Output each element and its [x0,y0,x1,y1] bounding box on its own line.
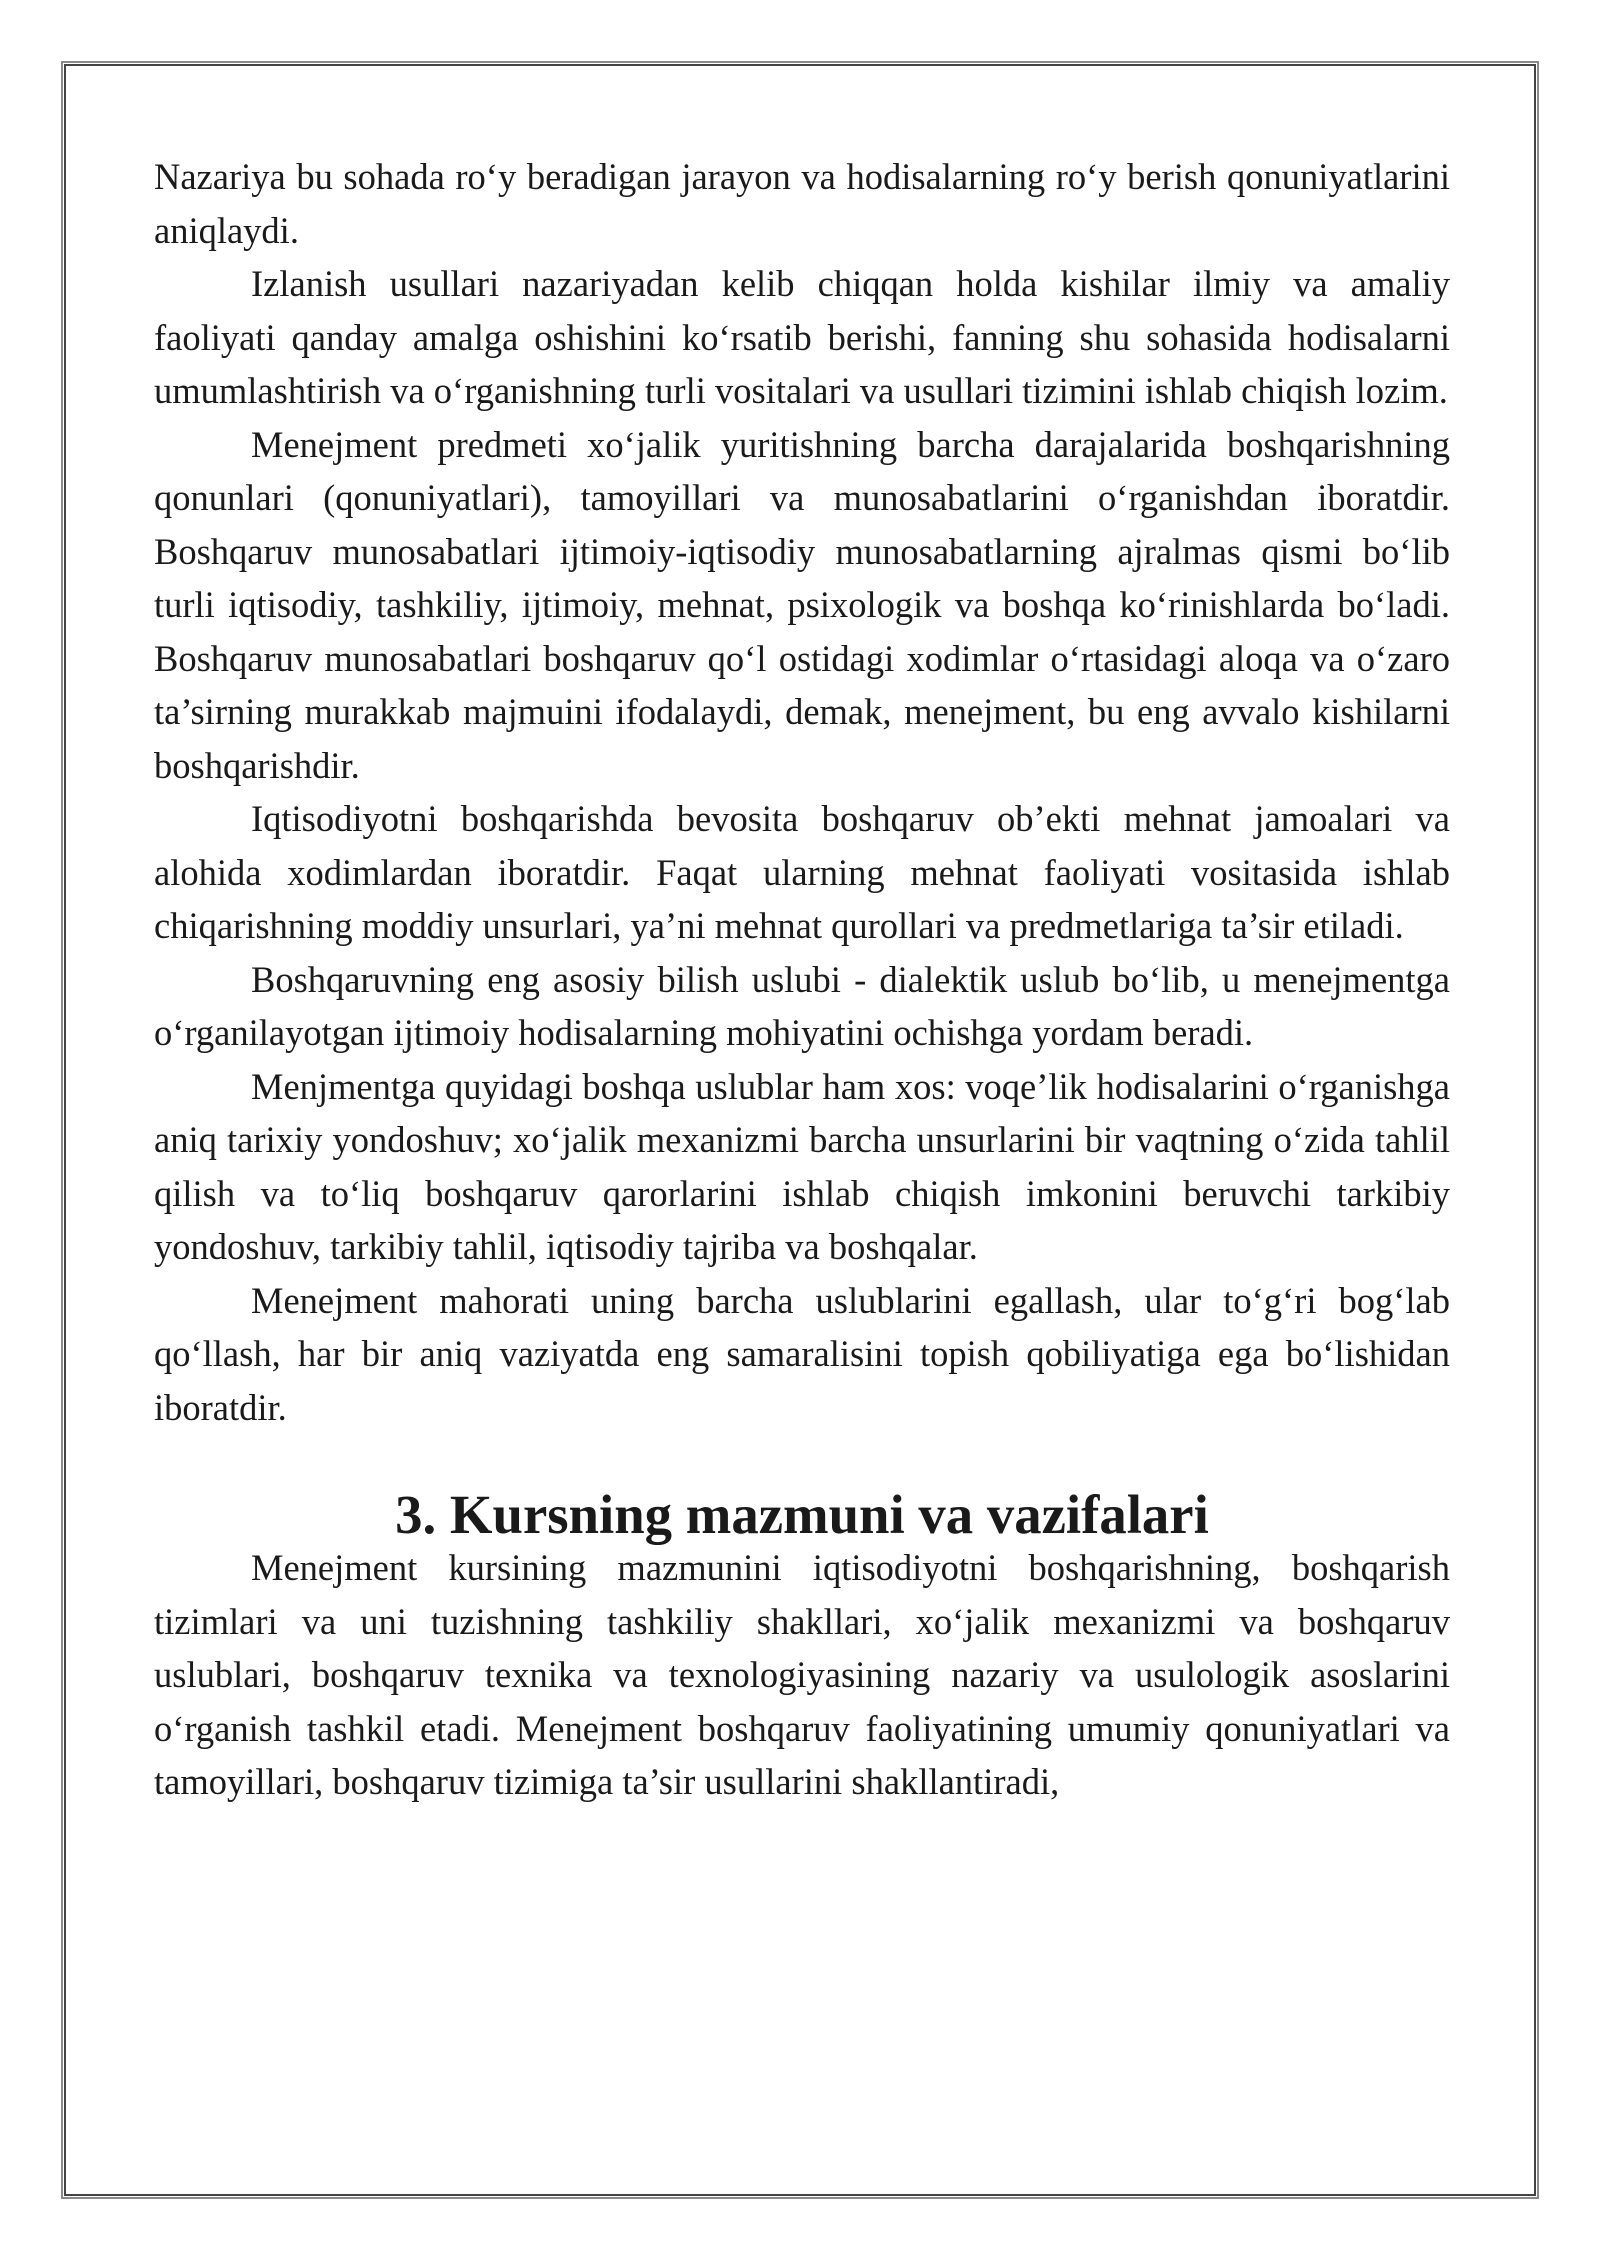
paragraph-1: Nazariya bu sohada ro‘y beradigan jarayon va hodisalarning ro‘y berish qonuniyatlarini aniqlaydi. [154,156,1450,251]
document-body [154,150,1450,1809]
paragraph-3: Menejment predmeti xo‘jalik yuritishning barcha darajalarida boshqarishning qonunlari (qonuniyatlari), tamoyillari va munosabatlarini o‘rganishdan iboratdir. Boshqaruv munosabatlari ijtimoiy-iqtisodiy munosabatlarning ajralmas qismi bo‘lib turli iqtisodiy, tashkiliy, ijtimoiy, mehnat, psixologik va boshqa ko‘rinishlarda bo‘ladi. Boshqaruv munosabatlari boshqaruv qo‘l ostidagi xodimlar o‘rtasidagi aloqa va o‘zaro ta’sirning murakkab majmuini ifodalaydi, demak, menejment, bu eng avvalo kishilarni boshqarishdir. [154,423,1450,786]
paragraph-5: Boshqaruvning eng asosiy bilish uslubi - dialektik uslub bo‘lib, u menejmentga o‘rganilayotgan ijtimoiy hodisalarning mohiyatini ochishga yordam beradi. [154,958,1450,1053]
paragraph-8: Menejment kursining mazmunini iqtisodiyotni boshqarishning, boshqarish tizimlari va uni tuzishning tashkiliy shakllari, xo‘jalik mexanizmi va boshqaruv uslublari, boshqaruv texnika va texnologiyasining nazariy va usulologik asoslarini o‘rganish tashkil etadi. Menejment boshqaruv faoliyatining umumiy qonuniyatlari va tamoyillari, boshqaruv tizimiga ta’sir usullarini shakllantiradi, [154,1547,1450,1802]
paragraph-7: Menejment mahorati uning barcha uslublarini egallash, ular to‘g‘ri bog‘lab qo‘llash, har bir aniq vaziyatda eng samaralisini topish qobiliyatiga ega bo‘lishidan iboratdir. [154,1279,1450,1428]
paragraph-4: Iqtisodiyotni boshqarishda bevosita boshqaruv ob’ekti mehnat jamoalari va alohida xodimlardan iboratdir. Faqat ularning mehnat faoliyati vositasida ishlab chiqarishning moddiy unsurlari, ya’ni mehnat qurollari va predmetlariga ta’sir etiladi. [154,798,1450,946]
paragraph-2: Izlanish usullari nazariyadan kelib chiqqan holda kishilar ilmiy va amaliy faoliyati qanday amalga oshishini ko‘rsatib berishi, fanning shu sohasida hodisalarni umumlashtirish va o‘rganishning turli vositalari va usullari tizimini ishlab chiqish lozim. [154,263,1450,411]
paragraph-6: Menjmentga quyidagi boshqa uslublar ham xos: voqe’lik hodisalarini o‘rganishga aniq tarixiy yondoshuv; xo‘jalik mexanizmi barcha unsurlarini bir vaqtning o‘zida tahlil qilish va to‘liq boshqaruv qarorlarini ishlab chiqish imkonini beruvchi tarkibiy yondoshuv, tarkibiy tahlil, iqtisodiy tajriba va boshqalar. [154,1065,1450,1267]
section-heading: 3. Kursning mazmuni va vazifalari [395,1483,1209,1545]
